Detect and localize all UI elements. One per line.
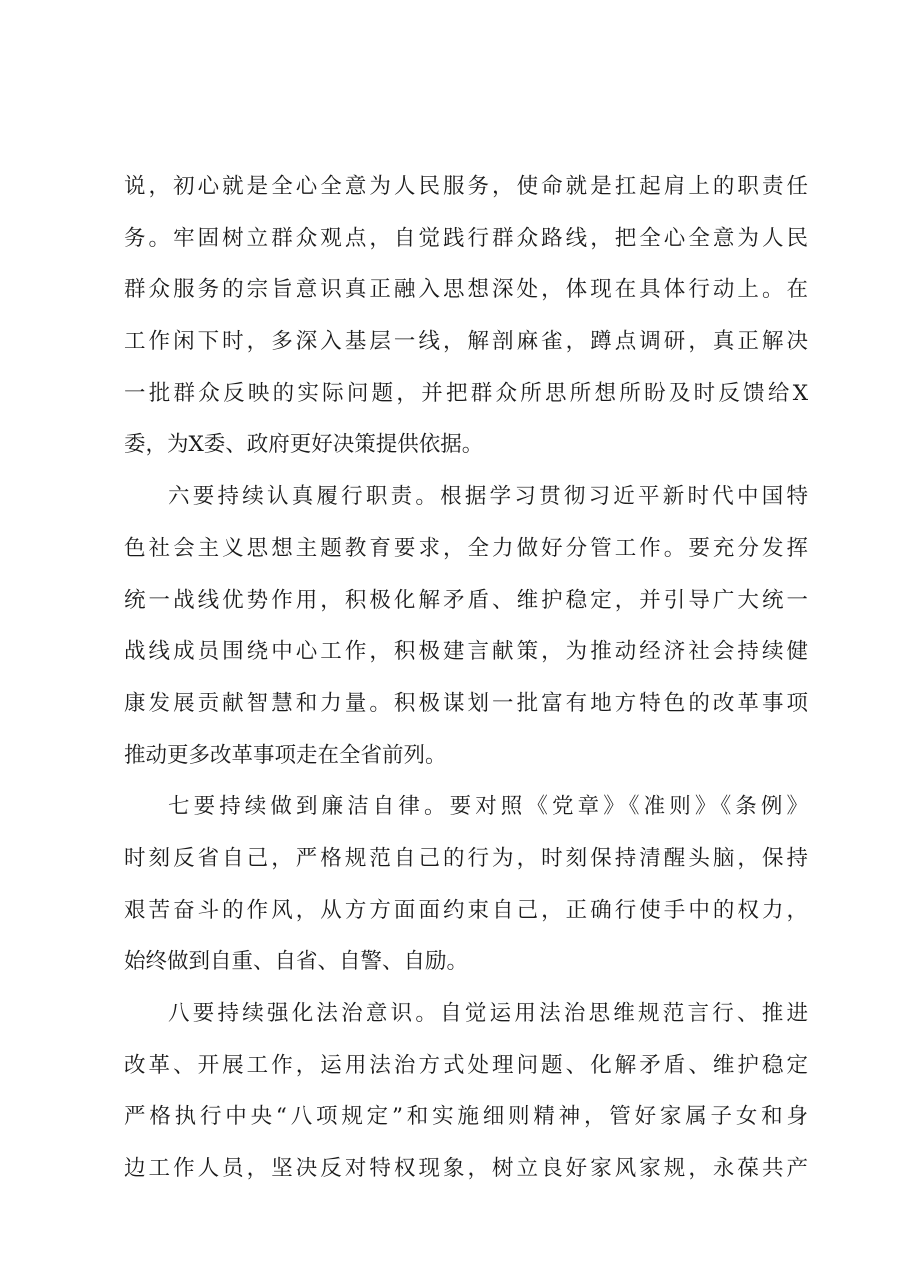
text-line: 始终做到自重、自省、自警、自励。 (124, 949, 469, 975)
text-line: 工作闲下时，多深入基层一线，解剖麻雀，蹲点调研，真正解决 (124, 329, 808, 355)
text-line: 统一战线优势作用，积极化解矛盾、维护稳定，并引导广大统一 (124, 587, 808, 613)
text-line: 色社会主义思想主题教育要求，全力做好分管工作。要充分发挥 (124, 535, 808, 561)
paragraph-seven (124, 781, 808, 988)
text-line: 康发展贡献智慧和力量。积极谋划一批富有地方特色的改革事项 (124, 690, 808, 716)
document-body (124, 161, 808, 1195)
text-line: 六要持续认真履行职责。根据学习贯彻习近平新时代中国特 (168, 484, 808, 510)
text-line: 艰苦奋斗的作风，从方方面面约束自己，正确行使手中的权力， (124, 897, 808, 923)
paragraph-eight (124, 988, 808, 1195)
text-line: 改革、开展工作，运用法治方式处理问题、化解矛盾、维护稳定 (124, 1052, 808, 1078)
text-line: 群众服务的宗旨意识真正融入思想深处，体现在具体行动上。在 (124, 277, 808, 303)
text-line: 委，为X委、政府更好决策提供依据。 (124, 432, 484, 458)
text-line: 说，初心就是全心全意为人民服务，使命就是扛起肩上的职责任 (124, 174, 808, 199)
paragraph-six (124, 471, 808, 781)
text-line: 推动更多改革事项走在全省前列。 (124, 742, 447, 768)
text-line: 务。牢固树立群众观点，自觉践行群众路线，把全心全意为人民 (124, 225, 808, 251)
text-line: 战线成员围绕中心工作，积极建言献策，为推动经济社会持续健 (124, 639, 808, 665)
text-line: 八要持续强化法治意识。自觉运用法治思维规范言行、推进 (168, 1001, 808, 1026)
text-line: 严格执行中央“八项规定”和实施细则精神，管好家属子女和身 (124, 1104, 808, 1130)
text-line: 边工作人员，坚决反对特权现象，树立良好家风家规，永葆共产 (124, 1156, 808, 1182)
text-line: 七要持续做到廉洁自律。要对照《党章》《准则》《条例》 (168, 794, 808, 820)
text-line: 时刻反省自己，严格规范自己的行为，时刻保持清醒头脑，保持 (124, 845, 808, 871)
paragraph-continuation (124, 161, 808, 471)
text-line: 一批群众反映的实际问题，并把群众所思所想所盼及时反馈给X (124, 380, 808, 406)
